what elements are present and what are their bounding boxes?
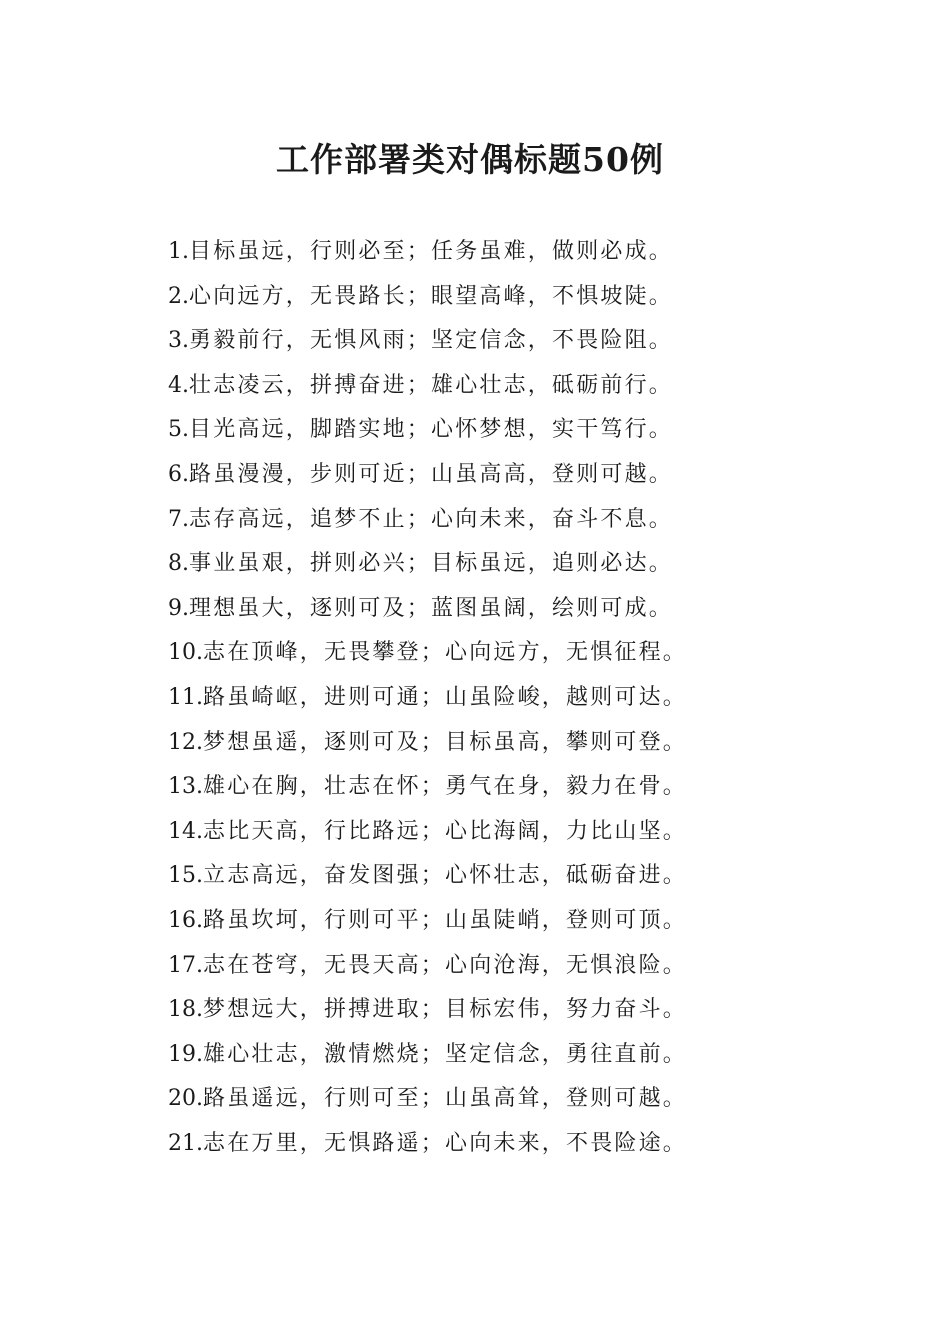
item-text: 志在顶峰，无畏攀登；心向远方，无惧征程。: [203, 640, 688, 666]
item-text: 勇毅前行，无惧风雨；坚定信念，不畏险阻。: [189, 328, 674, 354]
item-number: 13.: [168, 774, 203, 800]
item-number: 14.: [168, 818, 203, 844]
list-item: [168, 230, 687, 275]
item-number: 2.: [168, 283, 189, 309]
page-title: 工作部署类对偶标题50例: [276, 140, 664, 179]
item-text: 目标虽远，行则必至；任务虽难，做则必成。: [189, 239, 674, 264]
item-text: 目光高远，脚踏实地；心怀梦想，实干笃行。: [189, 417, 674, 443]
item-number: 15.: [168, 863, 203, 889]
list-item: [168, 676, 687, 721]
item-number: 9.: [168, 595, 189, 621]
item-text: 志存高远，追梦不止；心向未来，奋斗不息。: [189, 506, 674, 532]
list-item: [168, 1077, 687, 1122]
item-number: 5.: [168, 417, 189, 443]
item-number: 18.: [168, 997, 203, 1023]
item-text: 雄心壮志，激情燃烧；坚定信念，勇往直前。: [203, 1041, 688, 1067]
list-item: [168, 631, 687, 676]
item-text: 路虽遥远，行则可至；山虽高耸，登则可越。: [203, 1086, 688, 1112]
list-item: [168, 408, 687, 453]
item-number: 1.: [168, 239, 189, 264]
item-text: 志在苍穹，无畏天高；心向沧海，无惧浪险。: [203, 952, 688, 978]
item-text: 志在万里，无惧路遥；心向未来，不畏险途。: [203, 1130, 688, 1156]
list-item: [168, 944, 687, 989]
item-number: 20.: [168, 1086, 203, 1112]
item-text: 壮志凌云，拼搏奋进；雄心壮志，砥砺前行。: [189, 372, 674, 398]
list-item: [168, 721, 687, 766]
list-item: [168, 542, 687, 587]
item-number: 21.: [168, 1130, 203, 1156]
list-item: [168, 364, 687, 409]
item-number: 8.: [168, 551, 189, 577]
item-text: 雄心在胸，壮志在怀；勇气在身，毅力在骨。: [203, 774, 688, 800]
item-text: 路虽崎岖，进则可通；山虽险峻，越则可达。: [203, 684, 688, 710]
list-item: [168, 498, 687, 543]
item-number: 10.: [168, 640, 203, 666]
list-item: [168, 988, 687, 1033]
item-number: 3.: [168, 328, 189, 354]
item-number: 17.: [168, 952, 203, 978]
item-text: 路虽坎坷，行则可平；山虽陡峭，登则可顶。: [203, 907, 688, 933]
item-text: 梦想远大，拼搏进取；目标宏伟，努力奋斗。: [203, 997, 688, 1023]
list-item: [168, 587, 687, 632]
item-text: 梦想虽遥，逐则可及；目标虽高，攀则可登。: [203, 729, 688, 755]
list-item: [168, 810, 687, 855]
list-item: [168, 275, 687, 320]
list-item: [168, 319, 687, 364]
slogan-list: [168, 230, 687, 1166]
item-number: 16.: [168, 907, 203, 933]
item-number: 7.: [168, 506, 189, 532]
item-number: 19.: [168, 1041, 203, 1067]
list-item: [168, 854, 687, 899]
item-number: 12.: [168, 729, 203, 755]
item-text: 事业虽艰，拼则必兴；目标虽远，追则必达。: [189, 551, 674, 577]
list-item: [168, 765, 687, 810]
list-item: [168, 453, 687, 498]
list-item: [168, 899, 687, 944]
item-text: 立志高远，奋发图强；心怀壮志，砥砺奋进。: [203, 863, 688, 889]
item-text: 理想虽大，逐则可及；蓝图虽阔，绘则可成。: [189, 595, 674, 621]
list-item: [168, 1122, 687, 1167]
item-text: 路虽漫漫，步则可近；山虽高高，登则可越。: [189, 461, 674, 487]
list-item: [168, 1033, 687, 1078]
item-number: 11.: [168, 684, 203, 710]
item-text: 志比天高，行比路远；心比海阔，力比山坚。: [203, 818, 688, 844]
item-number: 6.: [168, 461, 189, 487]
item-number: 4.: [168, 372, 189, 398]
item-text: 心向远方，无畏路长；眼望高峰，不惧坡陡。: [189, 283, 674, 309]
